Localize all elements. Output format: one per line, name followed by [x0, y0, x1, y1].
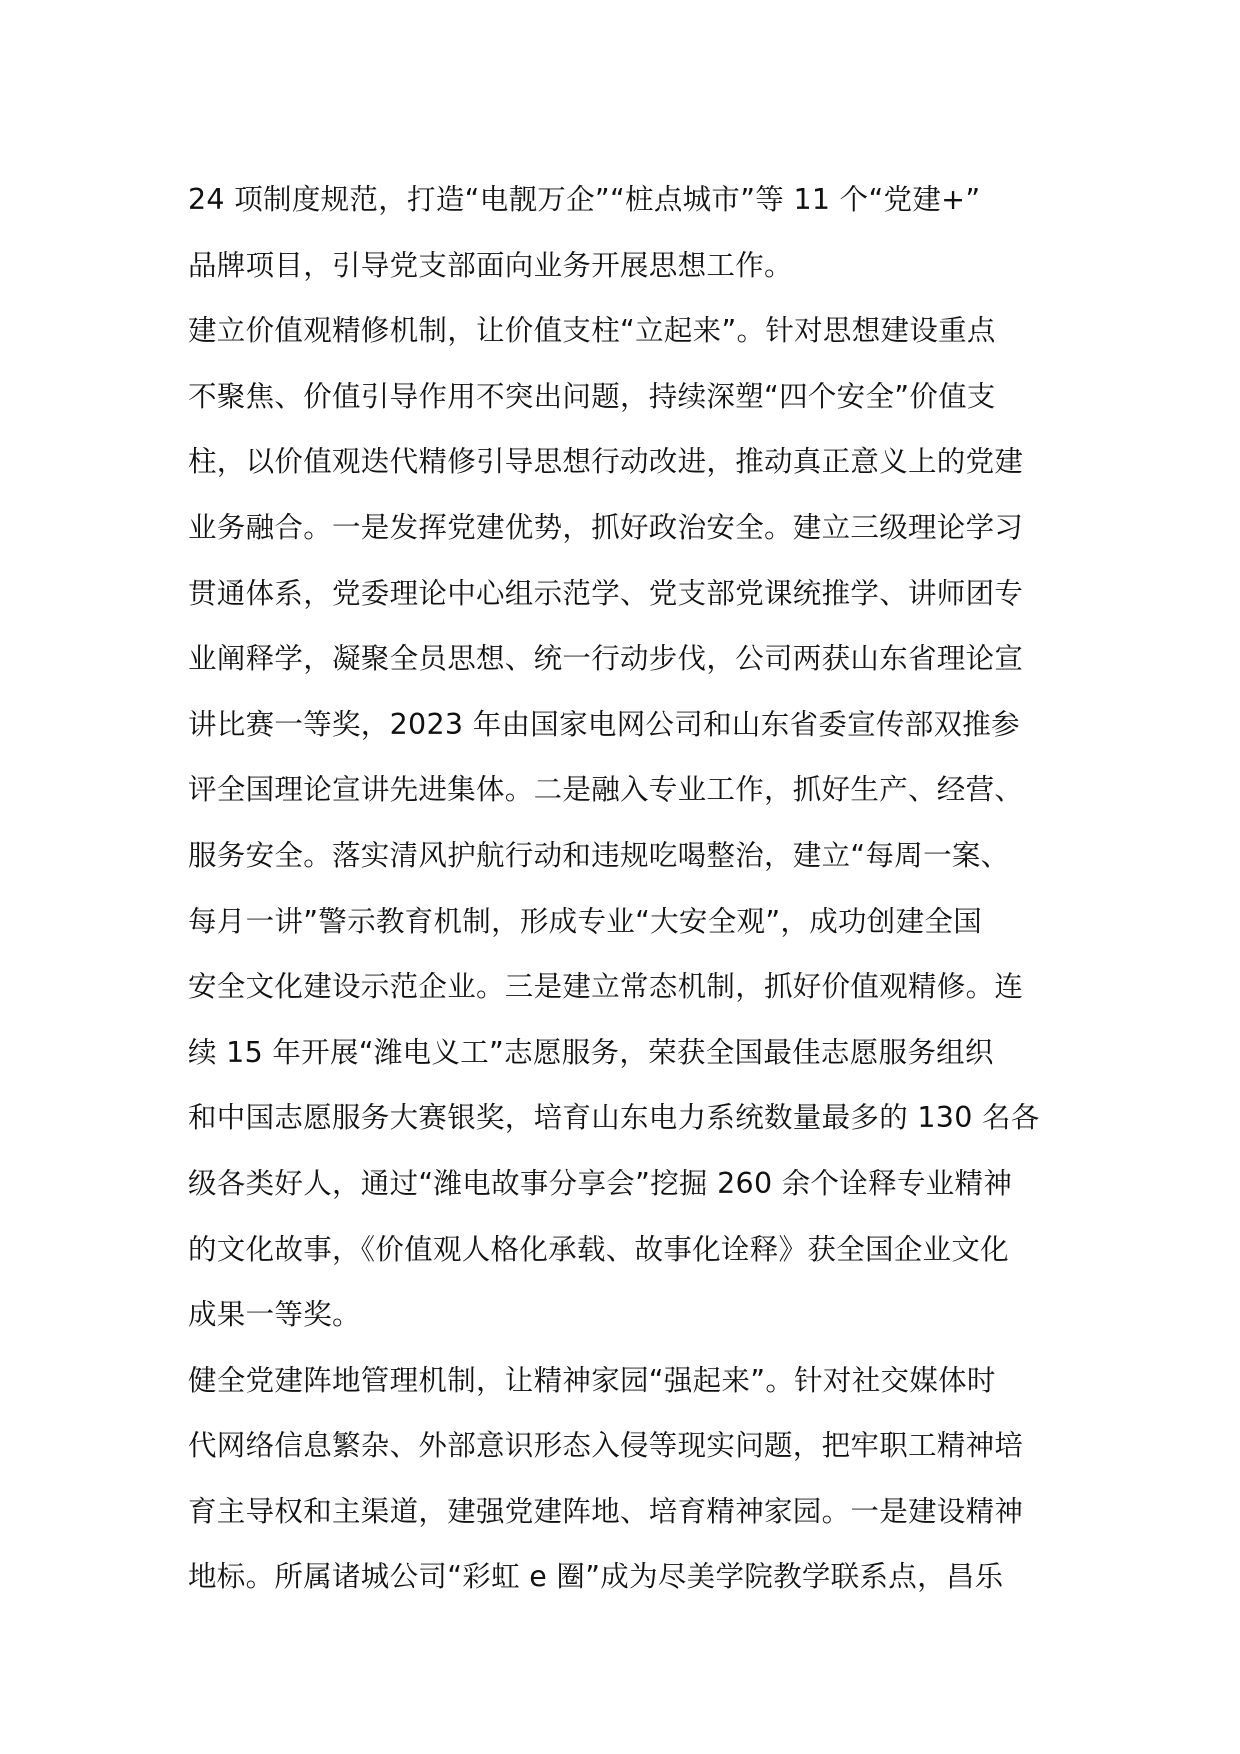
text-line: 柱，以价值观迭代精修引导思想行动改进，推动真正意义上的党建 [188, 445, 1024, 479]
text-line: 安全文化建设示范企业。三是建立常态机制，抓好价值观精修。连 [188, 970, 1024, 1004]
text-line: 和中国志愿服务大赛银奖，培育山东电力系统数量最多的 130 名各 [188, 1101, 1040, 1135]
text-line: 每月一讲”警示教育机制，形成专业“大安全观”，成功创建全国 [188, 904, 982, 938]
text-line: 健全党建阵地管理机制，让精神家园“强起来”。针对社交媒体时 [188, 1363, 996, 1397]
text-line: 建立价值观精修机制，让价值支柱“立起来”。针对思想建设重点 [188, 314, 996, 348]
body-text [188, 167, 1068, 1610]
text-line: 业务融合。一是发挥党建优势，抓好政治安全。建立三级理论学习 [188, 510, 1024, 544]
text-line: 的文化故事，《价值观人格化承载、故事化诠释》获全国企业文化 [188, 1232, 1009, 1266]
text-line: 贯通体系，党委理论中心组示范学、党支部党课统推学、讲师团专 [188, 576, 1024, 610]
text-line: 评全国理论宣讲先进集体。二是融入专业工作，抓好生产、经营、 [188, 773, 1024, 807]
text-line: 地标。所属诸城公司“彩虹 e 圈”成为尽美学院教学联系点，昌乐 [188, 1560, 1004, 1594]
text-line: 育主导权和主渠道，建强党建阵地、培育精神家园。一是建设精神 [188, 1494, 1024, 1528]
text-line: 讲比赛一等奖，2023 年由国家电网公司和山东省委宣传部双推参 [188, 707, 1020, 741]
text-line: 24 项制度规范，打造“电靓万企”“桩点城市”等 11 个“党建+” [188, 183, 981, 216]
text-line: 代网络信息繁杂、外部意识形态入侵等现实问题，把牢职工精神培 [188, 1429, 1024, 1463]
text-line: 续 15 年开展“潍电义工”志愿服务，荣获全国最佳志愿服务组织 [188, 1035, 994, 1069]
text-line: 服务安全。落实清风护航行动和违规吃喝整治，建立“每周一案、 [188, 838, 1010, 872]
text-line: 级各类好人，通过“潍电故事分享会”挖掘 260 余个诠释专业精神 [188, 1166, 1013, 1200]
text-line: 业阐释学，凝聚全员思想、统一行动步伐，公司两获山东省理论宣 [188, 642, 1024, 676]
text-line: 品牌项目，引导党支部面向业务开展思想工作。 [188, 248, 793, 282]
text-line: 成果一等奖。 [188, 1298, 361, 1332]
text-line: 不聚焦、价值引导作用不突出问题，持续深塑“四个安全”价值支 [188, 379, 996, 413]
